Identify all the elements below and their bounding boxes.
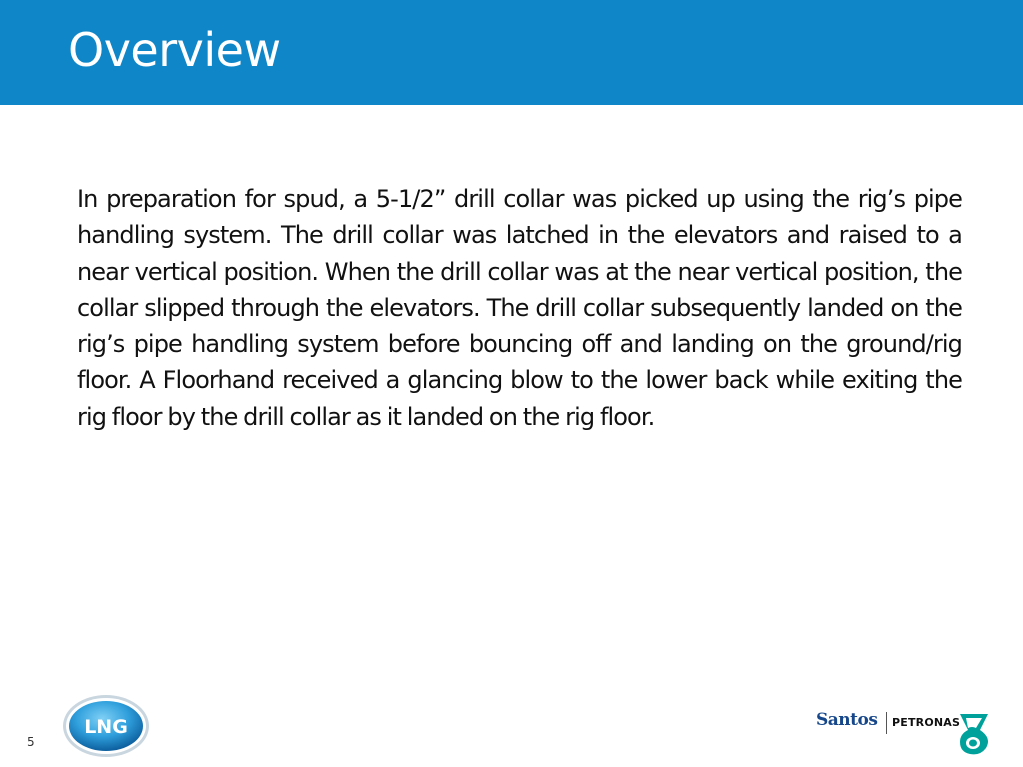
petronas-drop-icon — [956, 710, 992, 756]
partner-logos — [816, 708, 992, 758]
body-paragraph: In preparation for spud, a 5-1/2” drill collar was picked up using the rig’s pipe handling system. The drill collar was latched in the elevators and raised to a near vertical position. When the drill collar was at the near vertical position, the collar slipped through the elevators. The drill collar subsequently landed on the rig’s pipe handling system before bouncing off and landing on the ground/rig floor. A Floorhand received a glancing blow to the lower back while exiting the rig floor by the drill collar as it landed on the rig floor. — [77, 185, 962, 431]
santos-logo: Santos — [816, 710, 878, 730]
page-number: 5 — [27, 735, 35, 749]
petronas-logo: PETRONAS — [892, 716, 961, 729]
header-bar — [0, 0, 1023, 105]
lng-logo-text: LNG — [84, 716, 128, 738]
slide-title: Overview — [68, 23, 281, 77]
lng-logo — [62, 694, 150, 758]
logo-divider — [886, 712, 887, 734]
